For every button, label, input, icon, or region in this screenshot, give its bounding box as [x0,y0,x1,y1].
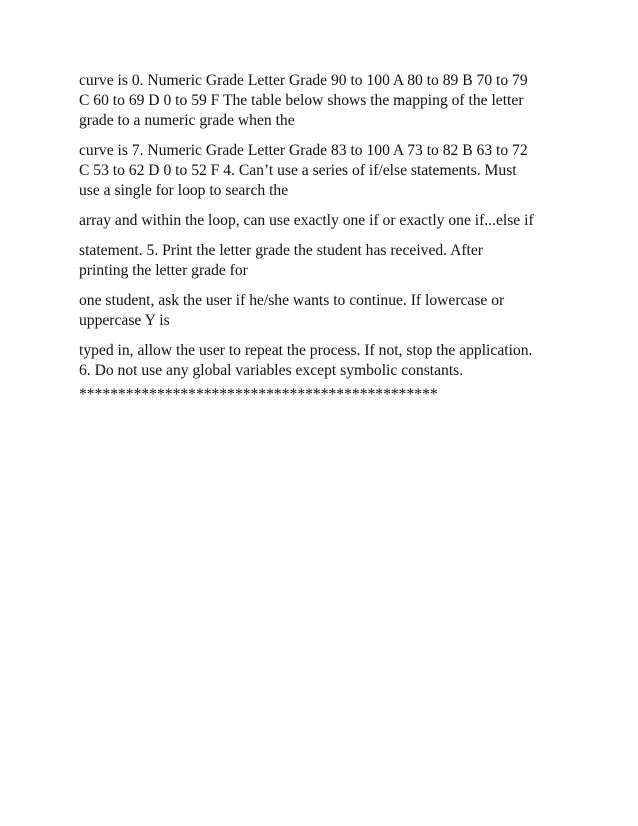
text-line: C 60 to 69 D 0 to 59 F The table below shows the mapping of the letter [79,92,524,109]
paragraph-1 [79,71,579,131]
text-line: uppercase Y is [79,312,170,329]
text-line: array and within the loop, can use exactly one if or exactly one if...else if [79,212,534,229]
text-line: curve is 7. Numeric Grade Letter Grade 83 to 100 A 73 to 82 B 63 to 72 [79,142,528,159]
text-line: use a single for loop to search the [79,182,289,199]
text-line: grade to a numeric grade when the [79,112,295,129]
asterisk-separator: ********************************************** [79,386,438,403]
text-line: one student, ask the user if he/she wants to continue. If lowercase or [79,292,505,309]
paragraph-3 [79,211,579,231]
paragraph-6 [79,341,579,381]
text-line: typed in, allow the user to repeat the process. If not, stop the application. [79,342,533,359]
text-line: 6. Do not use any global variables except symbolic constants. [79,362,464,379]
document-body [79,71,579,405]
text-line: statement. 5. Print the letter grade the student has received. After [79,242,483,259]
paragraph-2 [79,141,579,201]
text-line: curve is 0. Numeric Grade Letter Grade 90 to 100 A 80 to 89 B 70 to 79 [79,72,528,89]
paragraph-4 [79,241,579,281]
paragraph-5 [79,291,579,331]
text-line: C 53 to 62 D 0 to 52 F 4. Can’t use a series of if/else statements. Must [79,162,517,179]
text-line: printing the letter grade for [79,262,248,279]
